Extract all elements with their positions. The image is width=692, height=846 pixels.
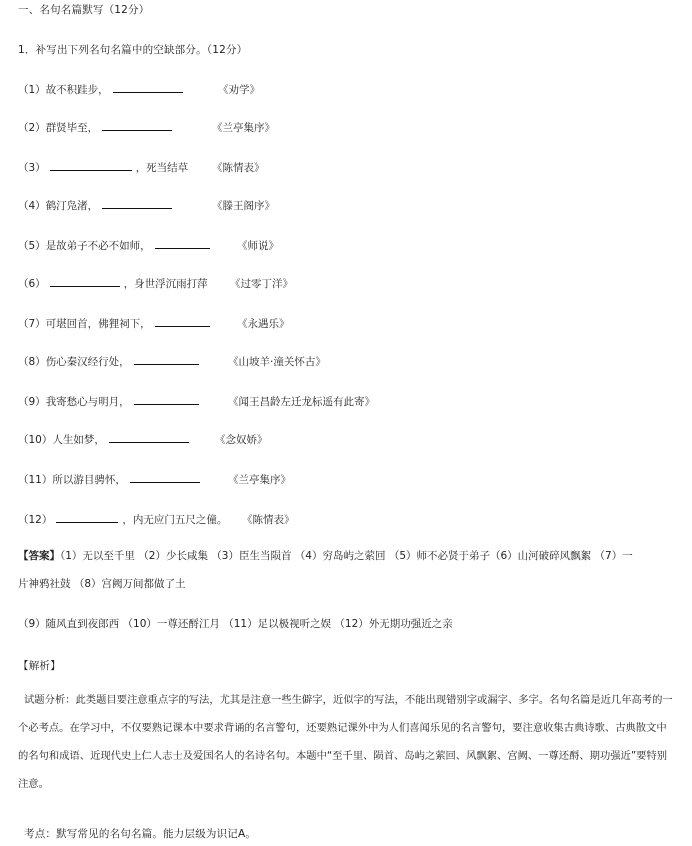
item-number: （8） [18,356,46,368]
answer-blank[interactable] [134,394,199,405]
item-number: （1） [18,84,46,96]
answer-blank[interactable] [50,160,132,171]
answer-blank[interactable] [109,432,189,443]
item-text-after: ，死当结草 [135,162,189,174]
item-number: （6） [18,278,46,290]
item-text-after: ，身世浮沉雨打萍 [123,278,208,290]
answer-blank[interactable] [56,512,118,523]
answer-line-2: 片神鸦社鼓 （8）宫阙万间都做了土 [18,578,186,590]
answer-blank[interactable] [134,354,199,365]
item-text-before: 可堪回首，佛狸祠下， [45,318,151,330]
item-source: 《永遇乐》 [237,318,290,330]
item-text-before: 是故弟子不必不如师， [45,240,151,252]
item-number: （2） [18,122,46,134]
item-text-before: 我寄愁心与明月， [45,396,130,408]
item-source: 《劝学》 [218,84,260,96]
item-text-before: 伤心秦汉经行处， [45,356,130,368]
answer-line-1: （1）无以至千里 （2）少长咸集 （3）臣生当陨首 （4）穷岛屿之萦回 （5）师不必贤于弟子（6）山河破碎风飘絮 （7）一 [60,550,633,562]
item-text-before: 故不积跬步， [45,84,109,96]
question-item [18,276,208,291]
question-item [18,82,187,97]
question-item [18,432,193,447]
item-source: 《陈情表》 [212,162,265,174]
item-number: （3） [18,162,46,174]
answer-blank[interactable] [130,472,200,483]
kaodian-text: 考点：默写常见的名句名篇。能力层级为识记A。 [24,828,257,840]
question-item [18,472,204,487]
item-source: 《兰亭集序》 [212,122,275,134]
question-item [18,238,214,253]
item-source: 《师说》 [237,240,279,252]
item-number: （11） [18,474,53,486]
question-item [18,316,214,331]
question-item [18,354,203,369]
item-text-before: 群贤毕至， [45,122,99,134]
item-number: （10） [18,434,53,446]
question-item [18,198,176,213]
item-source: 《滕王阁序》 [212,200,275,212]
answer-blank[interactable] [155,316,210,327]
question-item [18,394,203,409]
question-item [18,512,227,527]
item-text-before: 鹤汀凫渚， [45,200,99,212]
answer-line-3: （9）随风直到夜郎西 （10）一尊还酹江月 （11）足以极视听之娱 （12）外无期功强近之亲 [18,618,453,630]
answer-blank[interactable] [50,276,120,287]
item-number: （9） [18,396,46,408]
analysis-text: 试题分析：此类题目要注意重点字的写法，尤其是注意一些生僻字，近似字的写法，不能出现错别字或漏字、多字。名句名篇是近几年高考的一个必考点。在学习中，不仅要熟记课本中要求背诵的名言警句，还要熟记课外中为人们喜闻乐见的名言警句，要注意收集古典诗歌、古典散文中的名句和成语、近现代史上仁人志士及爱国名人的名诗名句。本题中“至千里、陨首、岛屿之萦回、风飘絮、宫阙、一尊还酹、期功强近”要特别注意。 [18,694,673,790]
answer-blank[interactable] [102,120,172,131]
section-title: 一、名句名篇默写（12分） [18,4,150,16]
item-number: （12） [18,514,53,526]
answer-block [18,542,674,638]
item-number: （4） [18,200,46,212]
answer-blank[interactable] [155,238,210,249]
question-title: 1．补写出下列名句名篇中的空缺部分。（12分） [18,44,248,56]
question-item [18,120,176,135]
answer-label: 【答案】 [18,550,60,562]
item-source: 《过零丁洋》 [230,278,293,290]
item-source: 《念奴娇》 [215,434,268,446]
item-text-after: ，内无应门五尺之僮。 [122,514,228,526]
answer-blank[interactable] [102,198,172,209]
item-text-before: 所以游目骋怀， [52,474,126,486]
item-source: 《山坡羊·潼关怀古》 [228,356,326,368]
item-source: 《闻王昌龄左迁龙标遥有此寄》 [228,396,375,408]
answer-blank[interactable] [113,82,183,93]
item-source: 《陈情表》 [242,514,295,526]
item-number: （5） [18,240,46,252]
item-text-before: 人生如梦， [52,434,105,446]
analysis-label: 【解析】 [18,660,61,672]
question-item [18,160,188,175]
item-source: 《兰亭集序》 [228,474,291,486]
item-number: （7） [18,318,46,330]
